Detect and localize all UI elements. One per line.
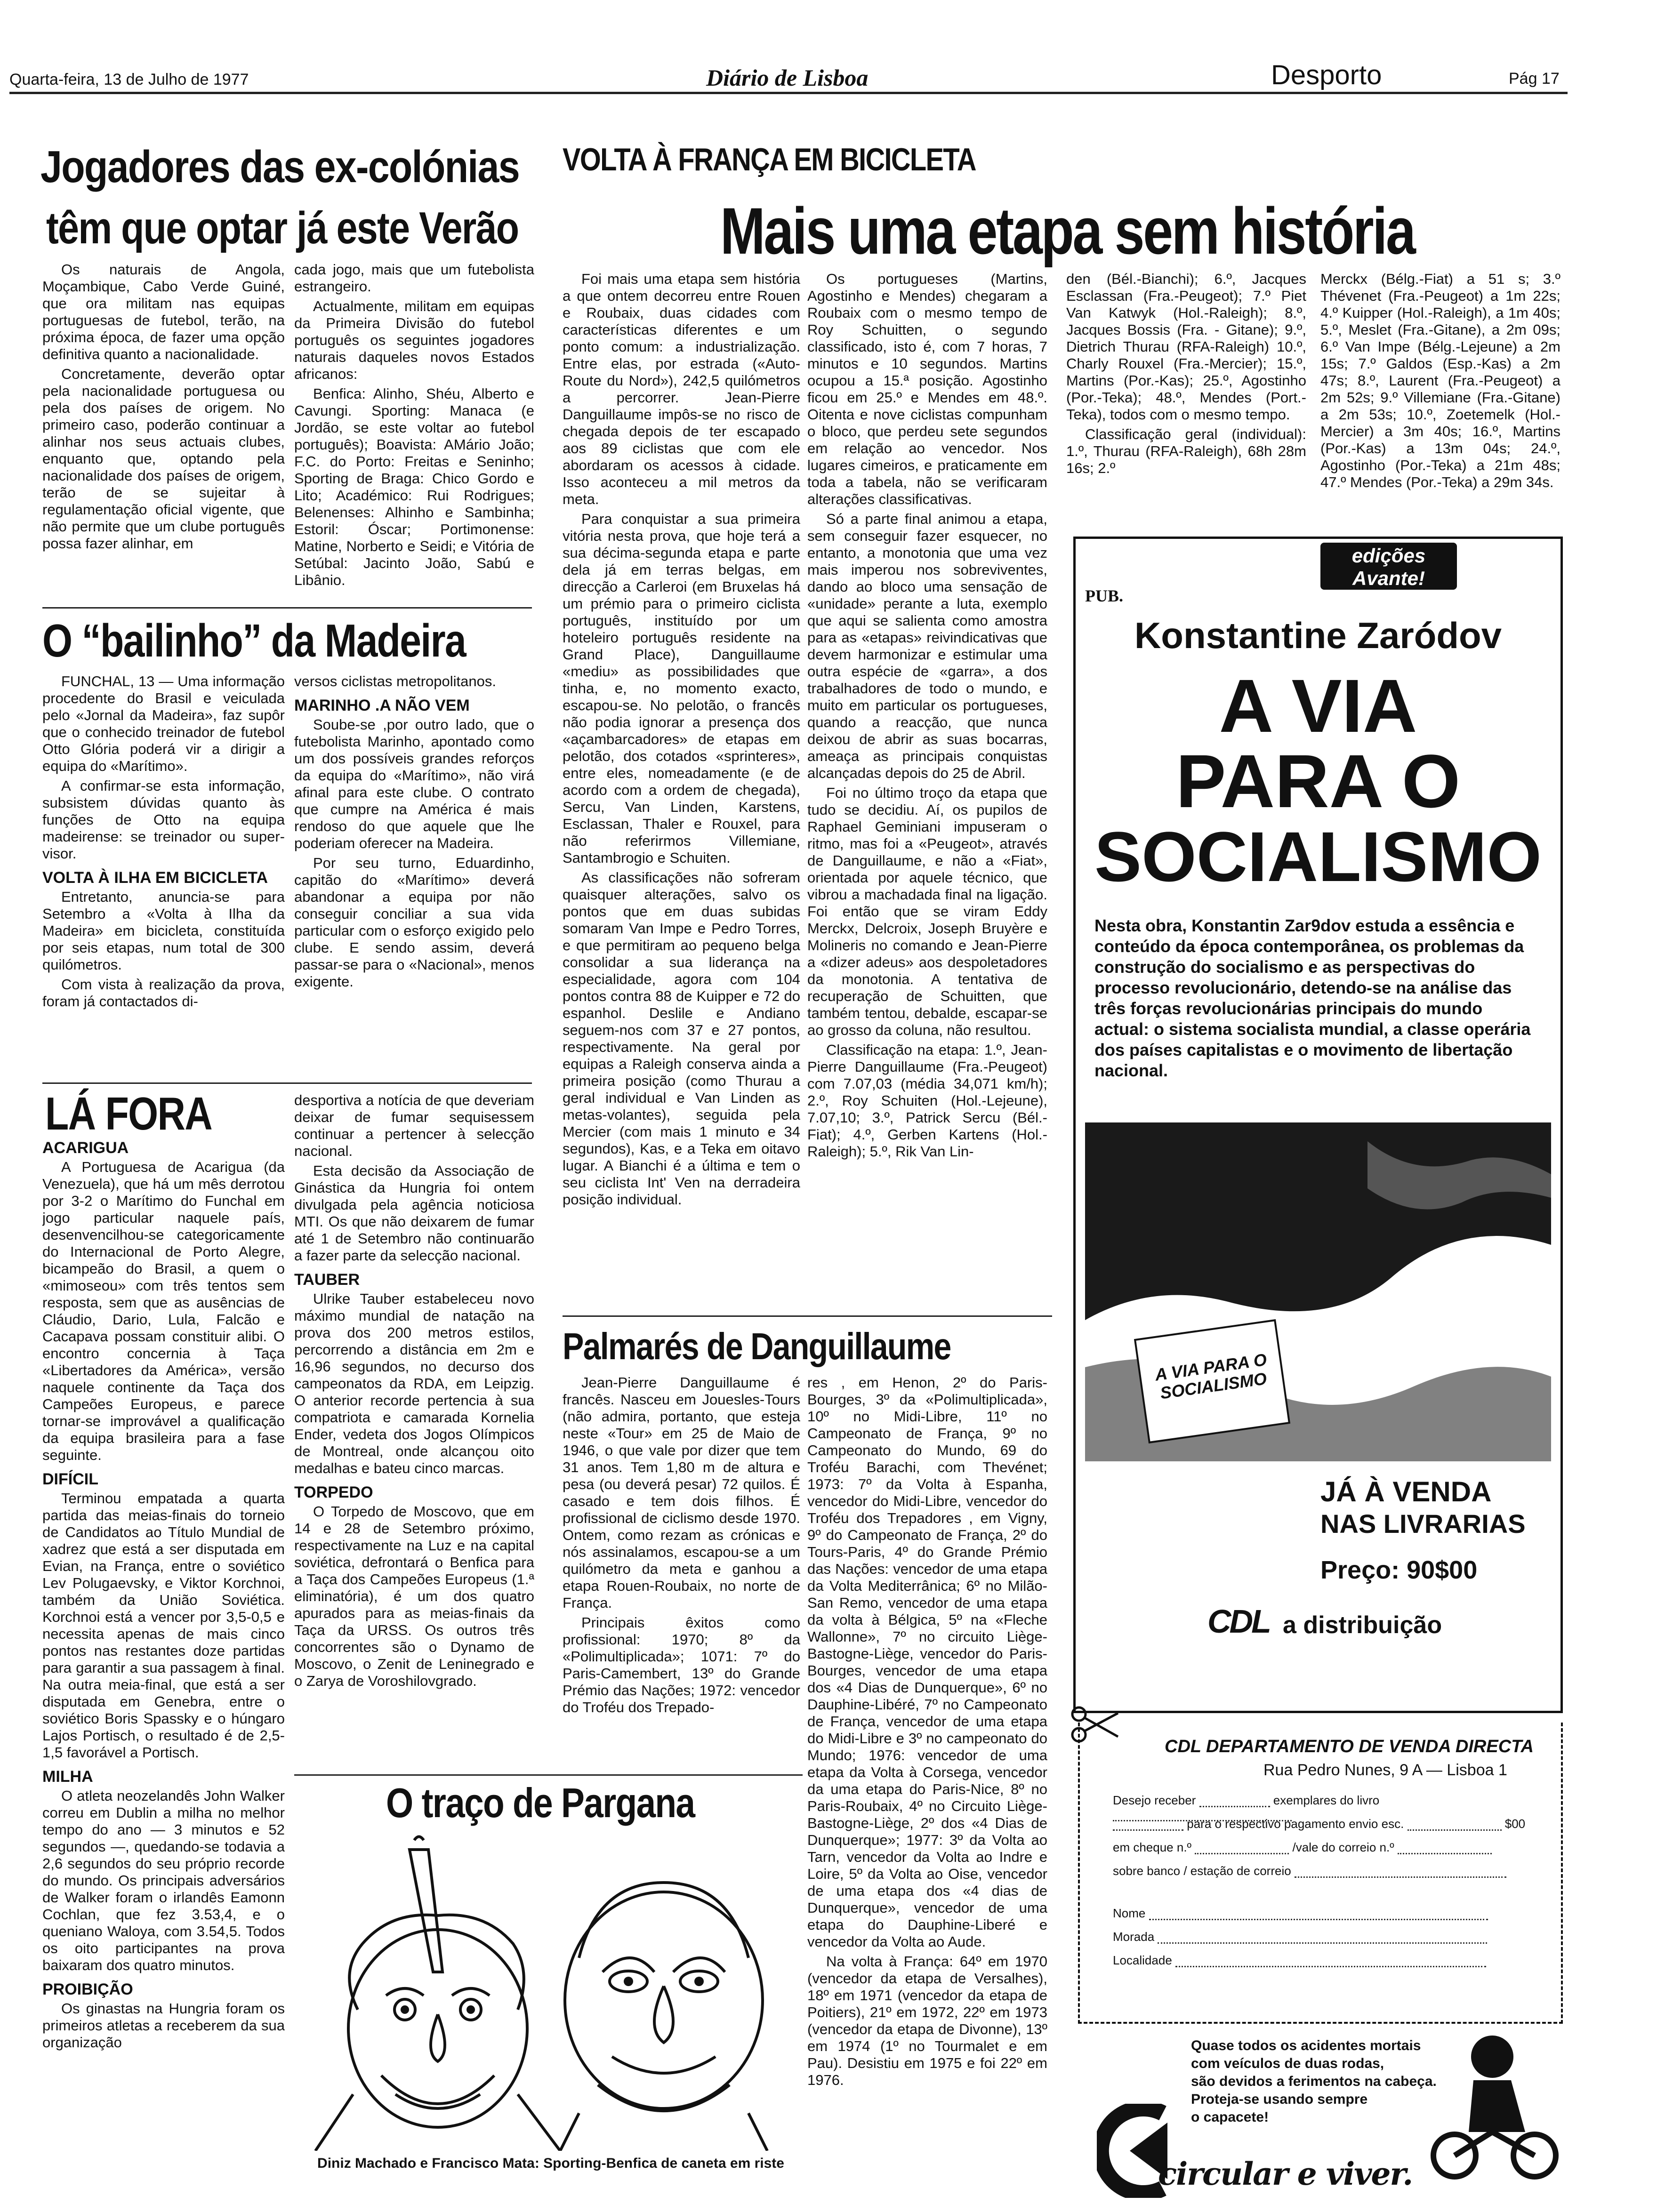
amount-field[interactable] [1408, 1819, 1502, 1831]
pub-label: PUB. [1085, 586, 1123, 605]
field-label: Desejo receber [1113, 1793, 1196, 1807]
paragraph: Concretamente, deverão optar pela nacionalidade portuguesa ou pela dos países de origem. No primeiro caso, poderão continuar a alinhar nos seus actuais clubes, enquanto que, optando pela nacionalidade dos países de origem, terão de se sujeitar à regulamentação oficial vigente, que não permite que um clube português possa fazer alinhar, em [42, 366, 285, 552]
divider [42, 607, 532, 609]
safety-text-3: são devidos a ferimentos na cabeça. [1191, 2074, 1437, 2089]
safety-text-1: Quase todos os acidentes mortais [1191, 2038, 1421, 2053]
la-fora-col2 [294, 1092, 534, 1765]
book-blurb: Nesta obra, Konstantin Zar9dov estuda a essência e conteúdo da época contemporânea, os problemas da construção do socialismo e as perspectivas do processo revolucionário, detendo-se na análise das três forças revolucionárias principais do mundo actual: o sistema socialista mundial, a classe operária dos países capitalistas e o movimento de libertação nacional. [1094, 916, 1531, 1080]
volta-col3 [1066, 271, 1306, 525]
paragraph: A Portuguesa de Acarigua (da Venezuela), que há um mês derrotou por 3-2 o Marítimo do Funchal em jogo particular naquele país, desenvencilhou-se categoricamente do Internacional de Porto Alegre, bicampeão do Brasil, a quem o «mimoseou» com três tentos sem resposta, sem que as ausências de Cláudio, Dario, Lula, Falcão e Cacapava possam constituir alibi. O encontro concernia à Taça «Libertadores da América», versão naquele continente da Taça dos Campeões Europeus, e parece tornar-se improvável a qualificação da equipa brasileira para a fase seguinte. [42, 1159, 285, 1463]
cheque-field[interactable] [1195, 1843, 1289, 1854]
morada-line[interactable] [1113, 1930, 1536, 1944]
paragraph: Ulrike Tauber estabeleceu novo máximo mundial de natação na prova dos 200 metros estilos, percorrendo a distância em 2m e 16,96 segundos, no decurso dos campeonatos da RDA, em Leipzig. O anterior recorde pertencia à sua compatriota e camarada Kornelia Ender, vedeta dos Jogos Olímpicos de Montreal, onde alcançou oito medalhas e bateu cinco marcas. [294, 1290, 534, 1476]
subheading: PROIBIÇÃO [42, 1980, 133, 1998]
cdl-logo: CDL [1207, 1603, 1270, 1640]
nome-line[interactable] [1113, 1906, 1536, 1920]
paragraph: Benfica: Alinho, Shéu, Alberto e Cavungi. Sporting: Manaca (e Jordão, se este voltar ao futebol português); Boavista: AMário João; F.C. do Porto: Freitas e Seninho; Sporting de Braga: Chico Gordo e Lito; Académico: Rui Rodrigues; Belenenses: Alhinho e Sambinha; Estoril: Óscar; Portimonense: Matine, Norberto e Seidi; e Vitória de Setúbal: Jacinto João, Sabú e Libânio. [294, 385, 534, 588]
paragraph: Actualmente, militam em equipas da Primeira Divisão do futebol português os seguintes jogadores naturais daqueles novos Estados africanos: [294, 298, 534, 382]
distributor-label: a distribuição [1283, 1611, 1442, 1639]
ad-illustration [1085, 1122, 1551, 1461]
paragraph: Foi no último troço da etapa que tudo se decidiu. Aí, os pupilos de Raphael Geminiani impuseram o ritmo, mas foi a «Peugeot», através de Danguillaume, e não a «Fiat», orientada por aquele técnico, que vibrou a machadada final na ligação. Foi então que se viram Eddy Merckx, Delcroix, Joseph Bruyère e Molineris no comando e Jean-Pierre a «dizer adeus» aos despoletadores da monotonia. A tentativa de recuperação de Schuitten, que também tentou, debalde, escapar-se ao grosso da coluna, não resultou. [807, 785, 1047, 1038]
subheading: DIFÍCIL [42, 1470, 98, 1488]
bailinho-col1 [42, 673, 285, 1092]
book-title-1: A VIA [1219, 664, 1417, 748]
paragraph: Os naturais de Angola, Moçambique, Cabo Verde Guiné, que ora militam nas equipas portuguesas de futebol, terão, na próxima época, de fazer uma opção definitiva quanto a nacionalidade. [42, 261, 285, 362]
vale-field[interactable] [1398, 1843, 1492, 1854]
la-fora-col1 [42, 1139, 285, 2193]
divider [294, 1774, 803, 1776]
localidade-line[interactable] [1113, 1953, 1536, 1967]
divider [42, 1082, 532, 1084]
coupon-address: Rua Pedro Nunes, 9 A — Lisboa 1 [1263, 1761, 1507, 1779]
nome-field[interactable] [1149, 1908, 1488, 1920]
subheading: MILHA [42, 1768, 93, 1786]
field-label: para o respectivo pagamento envio esc. [1187, 1817, 1404, 1831]
headline-la-fora: LÁ FORA [45, 1088, 212, 1139]
palmares-col1 [563, 1374, 800, 1765]
paragraph: cada jogo, mais que um futebolista estrangeiro. [294, 261, 534, 295]
paragraph: Com vista à realização da prova, foram já contactados di- [42, 976, 285, 1010]
field-label: $00 [1504, 1817, 1526, 1831]
caricature-drawing [297, 1831, 800, 2151]
bailinho-col2 [294, 673, 534, 1092]
paragraph: Só a parte final animou a etapa, sem conseguir fazer esquecer, no entanto, a monotonia que uma vez mais imperou nos sobreviventes, dando ao bloco uma sensação de «unidade» perante a luta, exemplo que aqui se salienta como amostra para as «etapas» reivindicativas que devem harmonizar e estimular uma outra espécie de «garra», a dos trabalhadores de todo o mundo, e muito em particular os portugueses, quando a reacção, que nunca deixou de abrir as suas bocarras, ameaça as principais conquistas alcançadas depois do 25 de Abril. [807, 511, 1047, 781]
paragraph: Foi mais uma etapa sem história a que ontem decorreu entre Rouen e Roubaix, duas cidades com características diferentes e um ponto comum: a industrialização. Entre elas, por estrada («Auto-Route du Nord»), 242,5 quilómetros a percorrer. Jean-Pierre Danguillaume impôs-se no risco de chegada depois de ter escapado aos 89 ciclistas que com ele abordaram os acessos à cidade. Isso aconteceu a mil metros da meta. [563, 271, 800, 507]
ad-avante [1073, 537, 1563, 1713]
safety-text-4: Proteja-se usando sempre [1191, 2092, 1368, 2107]
paragraph: Classificação na etapa: 1.º, Jean-Pierre Danguillaume (Fra.-Peugeot) com 7.07,03 (média 34,071 km/h); 2.º, Roy Schuiten (Hol.-Lejeune), 7.07,10; 3.º, Patrick Sercu (Bél.-Fiat); 4.º, Gerben Kartens (Hol.-Raleigh); 5.º, Rik Van Lin- [807, 1042, 1047, 1160]
paragraph: Jean-Pierre Danguillaume é francês. Nasceu em Jouesles-Tours (não admira, portanto, que esteja neste «Tour» em 25 de Maio de 1946, o que vale por dizer que tem 31 anos. Tem 1,80 m de altura e pesa (ou deverá pesar) 72 quilos. É casado e tem dois filhos. É profissional de ciclismo desde 1970. Ontem, como rezam as crónicas e nós assinalamos, escapou-se a um quilómetro da meta e ganhou a etapa Rouen-Roubaix, no norte de França. [563, 1374, 800, 1611]
fill-field[interactable] [1113, 1819, 1183, 1831]
publisher-name: edições Avante! [1351, 545, 1426, 589]
paragraph: FUNCHAL, 13 — Uma informação procedente do Brasil e veiculada pelo «Jornal da Madeira», faz supôr que o conhecido treinador de futebol Otto Glória poderá vir a dirigir a equipa do «Marítimo». [42, 673, 285, 774]
paragraph: Terminou empatada a quarta partida das meias-finais do torneio de Candidatos ao Título Mundial de xadrez que está a ser disputada em Evian, na França, entre o soviético Lev Polugaevsky, e Viktor Korchnoi, também da União Soviética. Korchnoi está a vencer por 3,5-0,5 e necessita apenas de mais cinco pontos nas restantes doze partidas para garantir a sua passagem à final. Na outra meia-final, que está a ser disputada em Genebra, entre o soviético Boris Spassky e o húngaro Lajos Portisch, o resultado é de 2,5-1,5 favorável a Portisch. [42, 1490, 285, 1761]
section-title: Desporto [1271, 60, 1382, 90]
divider [563, 1315, 1052, 1317]
slogan: circular e viver. [1158, 2156, 1413, 2192]
ex-colonias-col1 [42, 261, 285, 605]
ad-circular [1097, 2028, 1563, 2203]
paragraph: Os ginastas na Hungria foram os primeiros atletas a receberem da sua organização [42, 2000, 285, 2051]
paragraph: Soube-se ,por outro lado, que o futebolista Marinho, apontado como um dos possíveis grandes reforços da equipa do «Marítimo», não virá afinal para este clube. O contrato que cumpre na América é mais rendoso do que aquele que lhe poderiam oferecer na Madeira. [294, 716, 534, 851]
coupon[interactable] [1078, 1723, 1563, 2024]
header-rule [9, 92, 1568, 94]
header-date: Quarta-feira, 13 de Julho de 1977 [9, 71, 249, 88]
headline-palmares: Palmarés de Danguillaume [563, 1325, 951, 1367]
field-label: /vale do correio n.º [1292, 1840, 1394, 1854]
safety-text-2: com veículos de duas rodas, [1191, 2056, 1384, 2071]
paragraph: As classificações não sofreram quaisquer alterações, salvo os pontos que em duas subidas somaram Van Impe e Pedro Torres, e que permitiram ao pequeno belga consolidar a sua liderança na especialidade, agora com 104 pontos contra 88 de Kuipper e 72 do espanhol. Deslile e Andiano seguem-nos com 37 e 27 pontos, respectivamente. Na geral por equipas a Raleigh conserva ainda a primeira posição (como Thurau a geral individual e Van Linden as metas-volantes), seguida pela Mercier (com mais 1 minuto e 34 segundos), Kas, e a Teka em oitavo lugar. A Bianchi é a última e tem o seu ciclista Int' Ven na derradeira posição individual. [563, 869, 800, 1208]
book-title-2: PARA O [1175, 739, 1461, 823]
field-label: Morada [1113, 1930, 1155, 1944]
coupon-line-2[interactable] [1113, 1817, 1536, 1831]
paragraph: den (Bél.-Bianchi); 6.º, Jacques Esclassan (Fra.-Peugeot); 7.º Piet Van Katwyk (Hol.-Raleigh); 8.º, Jacques Bossis (Fra. - Gitane); 9.º, Dietrich Thurau (RFA-Raleigh) 10.º, Charly Rouxel (Fra.-Mercier); 15.º, Martins (Por.-Kas); 25.º, Agostinho (Por.-Teka); 48.º, Mendes (Port.-Teka), todos com o mesmo tempo. [1066, 271, 1306, 423]
field-label: exemplares do livro [1273, 1793, 1380, 1807]
volta-col4 [1320, 271, 1560, 525]
subheading: ACARIGUA [42, 1139, 129, 1157]
palmares-col2 [807, 1374, 1047, 2203]
bank-field[interactable] [1295, 1866, 1506, 1878]
paragraph: Os portugueses (Martins, Agostinho e Mendes) chegaram a Roubaix com o mesmo tempo de Roy Schuitten, o segundo classificado, isto é, com 7 horas, 7 minutos e 10 segundos. Martins ocupou a 15.ª posição. Agostinho ficou em 25.º e Mendes em 48.º. Oitenta e nove ciclistas compunham o bloco, que perdeu sete segundos em relação ao vencedor. Nos lugares cimeiros, e praticamente em toda a tabela, não se verificaram alterações classificativas. [807, 271, 1047, 507]
headline-ex-colonias-1: Jogadores das ex-colónias [40, 142, 519, 192]
kicker-volta: VOLTA À FRANÇA EM BICICLETA [563, 142, 976, 177]
subheading: TORPEDO [294, 1483, 373, 1501]
morada-field[interactable] [1158, 1932, 1487, 1944]
sale-text-2: NAS LIVRARIAS [1320, 1509, 1526, 1539]
paragraph: versos ciclistas metropolitanos. [294, 673, 496, 689]
field-label: Localidade [1113, 1953, 1172, 1967]
subheading: TAUBER [294, 1271, 360, 1289]
coupon-title: CDL DEPARTAMENTO DE VENDA DIRECTA [1165, 1737, 1534, 1756]
paragraph: desportiva a notícia de que deveriam deixar de fumar sequisessem continuar a pertencer à selecção nacional. [294, 1092, 534, 1159]
paragraph: Classificação geral (individual): 1.º, Thurau (RFA-Raleigh), 68h 28m 16s; 2.º [1066, 426, 1306, 476]
author: Konstantine Zaródov [1134, 615, 1502, 656]
paragraph: Para conquistar a sua primeira vitória nesta prova, que hoje terá a sua décima-segunda etapa e parte dela já em terras belgas, em direcção a Carleroi (em Bruxelas há um prémio para o primeiro ciclista português, instituído por um hoteleiro português residente na Grand Place), Danguillaume «mediu» as possibilidades que tinha, e, no momento exacto, escapou-se. No pelotão, o francês não podia ignorar a presença dos «açambarcadores» de etapas em pelotão, dos cotados «sprinteres», entre eles, nomeadamente (e de acordo com a ordem de chegada), Sercu, Van Linden, Karstens, Esclassan, Thaler e Rouxel, para não referirmos Villemiane, Santambrogio e Schuiten. [563, 511, 800, 866]
paragraph: Por seu turno, Eduardinho, capitão do «Marítimo» deverá abandonar a equipa por não conseguir conciliar a sua vida particular com o esforço exigido pelo clube. E sendo assim, deverá passar-se para o «Nacional», menos exigente. [294, 855, 534, 990]
paragraph: Merckx (Bélg.-Fiat) a 51 s; 3.º Thévenet (Fra.-Peugeot) a 1m 22s; 4.º Kuipper (Hol.-Raleigh), a 1m 40s; 5.º, Meslet (Fra.-Gitane), a 2m 09s; 6.º Van Impe (Bélg.-Lejeune) a 2m 15s; 7.º Galdos (Esp.-Kas) a 2m 47s; 8.º, Laurent (Fra.-Peugeot) a 2m 52s; 9.º Villemiane (Fra.-Gitane) a 2m 53s; 10.º, Zoetemelk (Hol.-Mercier) a 3m 40s; 16.º, Martins (Por.-Kas) a 13m 04s; 24.º, Agostinho (Por.-Teka) a 21m 48s; 47.º Mendes (Por.-Teka) a 29m 34s. [1320, 271, 1560, 490]
volta-col1 [563, 271, 800, 1297]
paragraph: Principais êxitos como profissional: 1970; 8º da «Polimultiplicada»; 1071: 7º do Paris-Camembert, 13º do Grande Prémio das Nações; 1972: vencedor do Troféu dos Trepado- [563, 1614, 800, 1715]
page-number: Pág 17 [1509, 70, 1560, 88]
ex-colonias-col2 [294, 261, 534, 605]
subheading: MARINHO .A NÃO VEM [294, 697, 470, 714]
field-label: em cheque n.º [1113, 1840, 1192, 1854]
masthead: Diário de Lisboa [706, 64, 869, 91]
field-label: sobre banco / estação de correio [1113, 1864, 1291, 1878]
sale-text-1: JÁ À VENDA [1320, 1476, 1492, 1507]
coupon-line-3[interactable] [1113, 1840, 1536, 1854]
subheading: VOLTA À ILHA EM BICICLETA [42, 869, 268, 887]
circular-logo-icon [1097, 2104, 1167, 2198]
price: Preço: 90$00 [1320, 1556, 1478, 1584]
localidade-field[interactable] [1175, 1956, 1486, 1967]
headline-pargana: O traço de Pargana [386, 1779, 695, 1826]
headline-bailinho: O “bailinho” da Madeira [42, 615, 466, 666]
motorcyclist-icon [1426, 2028, 1563, 2184]
coupon-line-4[interactable] [1113, 1864, 1536, 1878]
headline-ex-colonias-2: têm que optar já este Verão [46, 203, 519, 253]
paragraph: Na volta à França: 64º em 1970 (vencedor da etapa de Versalhes), 18º em 1971 (vencedor da etapa de Poitiers), 21º em 1972, 22º em 1973 (vencedor da etapa de Divonne), 13º em 1974 (1º no Tourmalet e em Pau). Desistiu em 1975 e foi 22º em 1976. [807, 1953, 1047, 2088]
publisher-logo [1320, 543, 1457, 590]
safety-text-5: o capacete! [1191, 2109, 1269, 2125]
book-title-3: SOCIALISMO [1094, 817, 1542, 896]
quantity-field[interactable] [1199, 1795, 1270, 1807]
headline-volta: Mais uma etapa sem história [720, 194, 1415, 268]
cartoon-caption: Diniz Machado e Francisco Mata: Sporting-Benfica de caneta em riste [317, 2156, 784, 2171]
paragraph: O Torpedo de Moscovo, que em 14 e 28 de Setembro próximo, respectivamente na Luz e na capital soviética, defrontará o Benfica para a Taça dos Campeões Europeus (1.ª eliminatória), é um dos quatro apurados para as meias-finais da Taça da URSS. Os outros três concorrentes são o Dynamo de Moscovo, o Zenit de Leninegrado e o Zarya de Voroshilovgrado. [294, 1503, 534, 1689]
paragraph: Esta decisão da Associação de Ginástica da Hungria foi ontem divulgada pela agência noticiosa MTI. Os que não deixarem de fumar até 1 de Setembro não continuarão a fazer parte da selecção nacional. [294, 1162, 534, 1264]
paragraph: res , em Henon, 2º do Paris-Bourges, 3º da «Polimultiplicada», 10º no Midi-Libre, 11º no Campeonato de França, 9º no Campeonato do Mundo, 69 do Troféu Barachi, com Thevénet; 1973: 7º da Volta à Espanha, vencedor do Midi-Libre, vencedor do Troféu dos Trepadores , em Vigny, 9º do Campeonato de França, 2º do Tours-Paris, 4º do Grande Prémio das Nações: vencedor de uma etapa da Volta Mediterrânica; 6º no Milão-San Remo, vencedor de uma etapa da volta à Bélgica, 5º na «Fleche Wallonne», 7º no circuito Liège-Bastogne-Liège, vencedor do Paris-Bourges, vencedor de uma etapa dos «4 Dias de Dunquerque», 6º no Dauphine-Libéré, 7º no Campeonato de França, vencedor de uma etapa do Midi-Libre e 3º no campeonato do Mundo; 1976: vencedor de uma etapa da Volta à Corsega, vencedor da uma etapa do Paris-Nice, 8º no Paris-Roubaix, 4º no Circuito Liège-Bastogne-Liège, 2º dos «4 Dias de Dunquerque»; 1977: 3º da Volta ao Tarn, vencedor da Volta ao Indre e Loire, 5º da Volta ao Oise, vencedor de uma etapa dos «4 dias de Dunquerque», vencedor de uma etapa do Dauphine-Liberé e vencedor da Volta ao Aude. [807, 1374, 1047, 1950]
volta-col2 [807, 271, 1047, 1297]
paragraph: A confirmar-se esta informação, subsistem dúvidas quanto às funções de Otto na equipa madeirense: se treinador ou super-visor. [42, 777, 285, 862]
paragraph: O atleta neozelandês John Walker correu em Dublin a milha no melhor tempo do ano — 3 minutos e 52 segundos —, quedando-se todavia a 2,6 segundos do seu próprio recorde do mundo. Os principais adversários de Walker foram o irlandês Eamonn Cochlan, que fez 3.53,4, e o queniano Waloya, com 3.54,5. Todos os oito participantes na prova baixaram dos quatro minutos. [42, 1787, 285, 1973]
paragraph: Entretanto, anuncia-se para Setembro a «Volta à Ilha da Madeira» em bicicleta, constituída por seis etapas, num total de 300 quilómetros. [42, 889, 285, 973]
book-cover-title: A VIA PARA O SOCIALISMO [1153, 1349, 1268, 1403]
field-label: Nome [1113, 1906, 1146, 1920]
